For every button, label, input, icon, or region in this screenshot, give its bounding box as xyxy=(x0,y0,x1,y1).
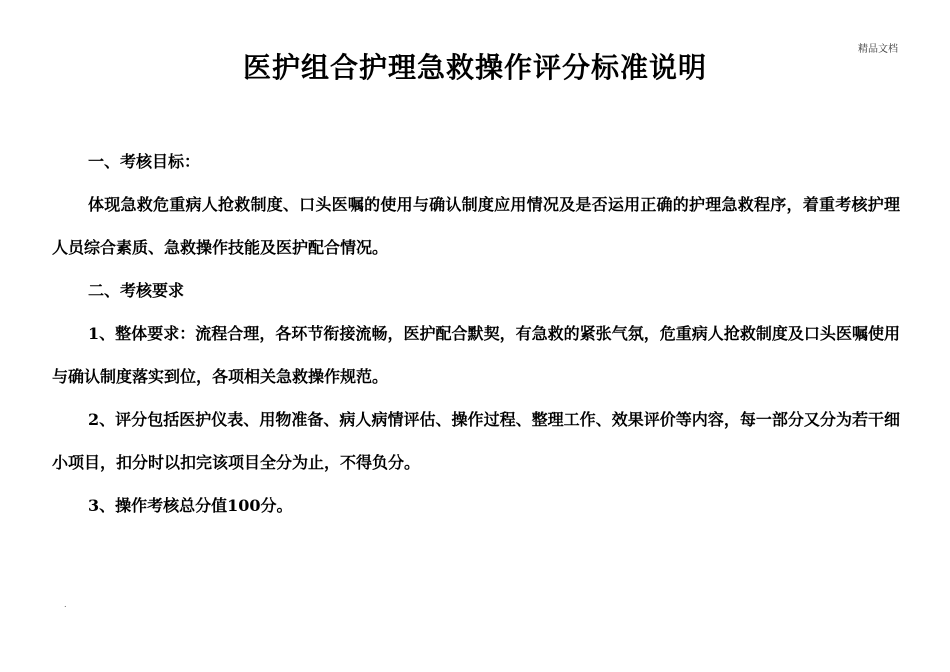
paragraph-requirement-1: 1、整体要求：流程合理，各环节衔接流畅，医护配合默契，有急救的紧张气氛，危重病人抢救制度及口头医嘱使用与确认制度落实到位，各项相关急救操作规范。 xyxy=(52,324,900,386)
footer-mark: . xyxy=(64,600,67,609)
section-heading-goals: 一、考核目标： xyxy=(88,152,201,171)
section-heading-requirements: 二、考核要求 xyxy=(88,281,185,300)
watermark-label: 精品文档 xyxy=(858,44,898,55)
document-body xyxy=(52,140,900,527)
document-title: 医护组合护理急救操作评分标准说明 xyxy=(242,51,707,84)
paragraph-requirement-2: 2、评分包括医护仪表、用物准备、病人病情评估、操作过程、整理工作、效果评价等内容，每一部分又分为若干细小项目，扣分时以扣完该项目全分为止，不得负分。 xyxy=(52,410,900,472)
paragraph-requirement-3: 3、操作考核总分值100分。 xyxy=(88,496,293,515)
paragraph-goals: 体现急救危重病人抢救制度、口头医嘱的使用与确认制度应用情况及是否运用正确的护理急救程序，着重考核护理人员综合素质、急救操作技能及医护配合情况。 xyxy=(52,195,900,257)
